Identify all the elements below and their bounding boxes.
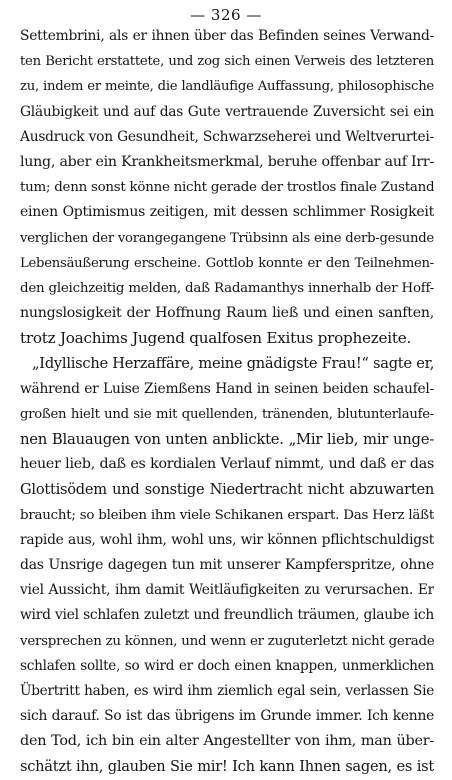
text-line: rapide aus, wohl ihm, wohl uns, wir können pflichtschuldigst bbox=[20, 531, 434, 548]
text-line: den Tod, ich bin ein alter Angestellter von ihm, man über- bbox=[20, 733, 434, 750]
text-line: trotz Joachims Jugend qualfosen Exitus prophezeite. bbox=[20, 329, 412, 348]
text-line: Ausdruck von Gesundheit, Schwarzseherei und Weltverurtei- bbox=[20, 128, 434, 145]
page-number: — 326 — bbox=[190, 6, 262, 24]
text-line: Lebensäußerung erscheine. Gottlob konnte er den Teilnehmen- bbox=[20, 255, 434, 271]
text-line: einen Optimismus zeitigen, mit dessen schlimmer Rosigkeit bbox=[20, 204, 434, 221]
text-line: nungslosigkeit der Hoffnung Raum ließ und einen sanften, bbox=[20, 305, 434, 322]
text-line: braucht; so bleiben ihm viele Schikanen erspart. Das Herz läßt bbox=[20, 507, 434, 523]
text-line: verglichen der vorangegangene Trübsinn als eine derb-gesunde bbox=[20, 230, 434, 246]
text-line: Übertritt haben, es wird ihm ziemlich egal sein, verlassen Sie bbox=[20, 682, 434, 699]
text-line: großen hielt und sie mit quellenden, tränenden, blutunterlaufe- bbox=[20, 406, 434, 422]
text-line: während er Luise Ziemßens Hand in seinen beiden schaufel- bbox=[20, 380, 434, 397]
text-line: „Idyllische Herzaffäre, meine gnädigste Frau!“ sagte er, bbox=[32, 355, 434, 373]
text-line: versprechen zu können, und wenn er zuguterletzt nicht gerade bbox=[20, 633, 434, 649]
text-line: Gläubigkeit und auf das Gute vertrauende Zuversicht sei ein bbox=[20, 103, 434, 120]
text-line: viel Aussicht, ihm damit Weitläufigkeiten zu verursachen. Er bbox=[20, 582, 434, 599]
text-line: Glottisödem und sonstige Niedertracht nicht abzuwarten bbox=[20, 481, 434, 499]
text-line: das Unsrige dagegen tun mit unserer Kampferspritze, ohne bbox=[20, 556, 434, 573]
text-line: tum; denn sonst könne nicht gerade der trostlos finale Zustand bbox=[20, 180, 434, 196]
text-line: wird viel schlafen zuletzt und freundlich träumen, glaube ich bbox=[20, 607, 434, 624]
text-line: heuer lieb, daß es kordialen Verlauf nimmt, und daß er das bbox=[20, 456, 434, 473]
body-text bbox=[20, 24, 434, 780]
text-line: zu, indem er meinte, die landläufige Auffassung, philosophische bbox=[20, 79, 434, 95]
text-line: den gleichzeitig melden, daß Radamanthys innerhalb der Hoff- bbox=[20, 280, 434, 296]
text-line: Settembrini, als er ihnen über das Befinden seines Verwand- bbox=[20, 28, 434, 44]
text-line: lung, aber ein Krankheitsmerkmal, beruhe offenbar auf Irr- bbox=[20, 153, 434, 170]
text-line: ten Bericht erstattete, und zog sich einen Verweis des letzteren bbox=[20, 54, 434, 70]
text-line: nen Blauaugen von unten anblickte. „Mir lieb, mir unge- bbox=[20, 431, 434, 448]
text-line: schätzt ihn, glauben Sie mir! Ich kann Ihnen sagen, es ist bbox=[20, 758, 434, 776]
text-line: sich darauf. So ist das übrigens im Grunde immer. Ich kenne bbox=[20, 708, 434, 725]
text-line: schlafen sollte, so wird er doch einen knappen, unmerklichen bbox=[20, 657, 434, 674]
